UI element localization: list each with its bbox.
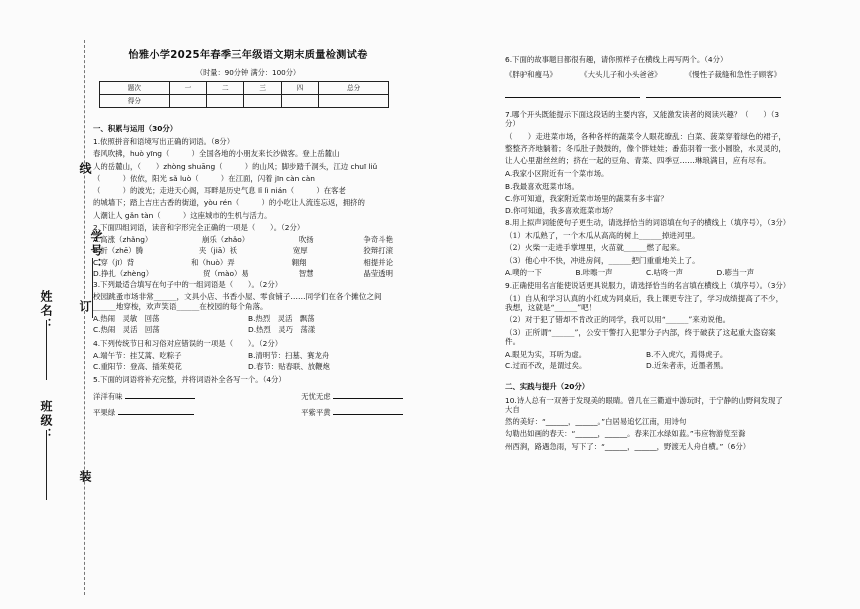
left-column — [93, 50, 403, 417]
question-stem: 5.下面的词语将补充完整，并将词语补全各写一个。（4分） — [93, 375, 286, 385]
score-cell: 得分 — [100, 94, 170, 107]
option-c[interactable]: C.热闹 灵活 回荡 — [93, 325, 160, 335]
exam-subtitle: （时量：90分钟 满分：100分） — [195, 67, 301, 77]
score-input-cell[interactable] — [319, 94, 389, 107]
example-titles — [505, 70, 787, 79]
idiom-item: 平紫平黄 — [301, 407, 331, 417]
question-line: 人的岳麓山，（ ）zhòng shuāng（ ）的山风；脚步踏千洞头，江边 chuī liǔ — [93, 161, 378, 171]
option-b[interactable]: B.咔嚓一声 — [575, 268, 613, 277]
fill-row — [93, 407, 403, 417]
option-word: 崩乐（zhǎo） — [202, 235, 250, 244]
score-table-row — [100, 94, 389, 107]
score-table — [99, 81, 389, 108]
score-cell: 四 — [281, 81, 318, 94]
question-passage: 校园跳蚤市场非常______，文具小店、书香小屋、零食铺子……同学们在各个摊位之间______地穿梭，欢声笑语______在校园的每个角落。 — [93, 292, 382, 311]
name-label: 姓名： — [39, 290, 53, 332]
question-stem: 7.哪个开头既能提示下面这段话的主要内容，又能激发读者的阅读兴趣？（ ）（3分） — [505, 109, 780, 128]
option-d[interactable]: D.你可知道，我多喜欢逛菜市场？ — [505, 206, 617, 216]
option-row — [93, 269, 403, 278]
answer-blank[interactable] — [333, 391, 403, 399]
option-d[interactable]: D.近朱者赤，近墨者黑。 — [646, 361, 728, 371]
score-cell: 一 — [169, 81, 206, 94]
option-a[interactable]: A.我家小区附近有一个菜市场。 — [505, 169, 609, 179]
score-input-cell[interactable] — [244, 94, 281, 107]
class-label: 班级： — [39, 400, 53, 442]
fill-row — [93, 391, 403, 401]
option-d[interactable]: D.挣扎（zhèng） — [93, 268, 154, 278]
question-stem: 2.下面四组词语，读音和字形完全正确的一项是（ ）。（2分） — [93, 222, 305, 232]
answer-blank[interactable] — [505, 90, 640, 98]
question-stem: 8.用上拟声词能使句子更生动，请选择恰当的词语填在句子的横线上（填序号），（3分） — [505, 218, 791, 228]
question-stem: 1.依照拼音和语境写出正确的词语。（8分） — [93, 137, 235, 146]
question-stem: 9.正确使用名言能使说话更具说服力，请选择恰当的名言填在横线上（填序号）。（3分） — [505, 281, 791, 291]
option-a[interactable]: A.高涨（zhǎng） — [93, 235, 153, 244]
option-a[interactable]: A.眼见为实，耳听为虚。 — [505, 349, 587, 359]
example-title: 《慢性子裁缝和急性子顾客》 — [684, 70, 781, 80]
binding-mark-3: 装 — [78, 470, 92, 484]
answer-blank[interactable] — [333, 407, 403, 415]
option-c[interactable]: C.重阳节：登高、插茱萸花 — [93, 362, 182, 372]
question-line: （ ）依依，阳光 sǎ luò（ ）在江面，闪着 jīn càn càn — [93, 173, 315, 183]
option-row — [93, 235, 403, 244]
option-c[interactable]: C.你可知道，我家附近菜市场里的蔬菜有多丰富？ — [505, 193, 668, 203]
option-word: 智慧 — [298, 268, 314, 278]
answer-blank[interactable] — [125, 391, 195, 399]
answer-blank[interactable] — [646, 90, 781, 98]
option-group — [93, 314, 403, 337]
option-word: 和（huò）弄 — [191, 257, 235, 267]
right-column — [505, 55, 791, 454]
question-line: 州西涧，路遇急雨，写下了：“______，______，野渡无人舟自横。”（6分） — [505, 441, 751, 451]
answer-blank[interactable] — [118, 407, 194, 415]
question-line: 人潮让人 gǎn tàn（ ）这座城市的生机与活力。 — [93, 210, 272, 220]
option-word: 夹（jiā）袄 — [198, 246, 238, 256]
option-word: 吹扬 — [298, 235, 314, 244]
score-input-cell[interactable] — [207, 94, 244, 107]
option-b[interactable]: B.折（zhē）腾 — [93, 246, 144, 256]
question-stem: 6.下面的故事题目都很有趣，请你照样子在横线上再写两个。（4分） — [505, 55, 728, 64]
option-d[interactable]: D.春节：贴春联、放鞭炮 — [248, 362, 330, 372]
question-line: 春风吹拂，huò yīng（ ）全国各地的小朋友来长沙做客。登上岳麓山 — [93, 149, 340, 159]
option-b[interactable]: B.不入虎穴，焉得虎子。 — [646, 349, 728, 359]
option-a[interactable]: A.噗的一下 — [505, 268, 542, 277]
section-heading: 一、积累与运用（30分） — [93, 123, 178, 133]
name-blank-line[interactable] — [46, 320, 47, 380]
score-input-cell[interactable] — [281, 94, 318, 107]
question-line: 10.诗人总有一双善于发现美的眼睛。曾几在三衢道中游玩时，于宁静的山野间发现了大自 — [505, 395, 783, 414]
id-label: 学号： — [89, 230, 103, 272]
question-line: （1）木瓜熟了，一个木瓜从高高的树上______掉进河里。 — [505, 230, 700, 240]
option-row — [93, 258, 403, 267]
question-stem: 3.下列最适合填写在句子中的一组词语是（ ）。（2分） — [93, 280, 283, 289]
score-cell: 总分 — [319, 81, 389, 94]
option-word: 宽厚 — [292, 246, 308, 256]
question-line: （3）正所谓“______”，公安干警打入犯罪分子内部，终于破获了这起重大盗窃案件。 — [505, 327, 776, 347]
score-table-header-row — [100, 81, 389, 94]
binding-mark-1: 线 — [78, 162, 92, 176]
option-a[interactable]: A.热闹 灵敏 回荡 — [93, 314, 160, 324]
question-stem: 4.下列传统节日和习俗对应错误的一项是（ ）。（2分） — [93, 338, 283, 348]
option-word: 相提并论 — [363, 257, 393, 267]
score-cell: 二 — [207, 81, 244, 94]
question-line: （3）他心中不快，冲进房间，______把门重重地关上了。 — [505, 255, 700, 265]
option-a[interactable]: A.端午节：挂艾蒿、吃粽子 — [93, 350, 182, 360]
option-group — [93, 351, 403, 374]
option-c[interactable]: C.咕咚一声 — [646, 268, 684, 277]
option-word: 晶莹透明 — [363, 268, 393, 278]
exam-title: 怡雅小学2025年春季三年级语文期末质量检测试卷 — [128, 50, 368, 61]
question-line: （ ）的波光；走进天心阁，耳畔是历史气息 lǐ lì nián（ ）在客老 — [93, 186, 346, 195]
question-line: （2）火柴一走进手掌埋里，火苗就______燃了起来。 — [505, 243, 685, 253]
example-title: 《胖驴和瘦马》 — [505, 70, 557, 80]
option-group — [505, 350, 787, 373]
option-b[interactable]: B.我最喜欢逛菜市场。 — [505, 181, 579, 191]
question-passage: （ ）走进菜市场，各种各样的蔬菜令人眼花缭乱：白菜、菠菜穿着绿色的裙子，整整齐齐地躺着；冬瓜肚子鼓鼓的，像个胖娃娃；番茄羽着一张小圆脸，水灵灵的，让人心里甜丝丝的；挤在一起的豆角、青菜、四季豆……琳琅满目，应有尽有。 — [505, 132, 786, 165]
section-heading: 二、实践与提升（20分） — [505, 382, 590, 392]
question-line: 勾勒出如画的春天：“______，______。春来江水绿如蓝。”韦应物游览至滁 — [505, 429, 746, 439]
idiom-item: 无忧无虑 — [301, 391, 331, 401]
option-d[interactable]: D.嘭当一声 — [716, 268, 755, 277]
question-line: 然的美好：“______，______。”白居易追忆江南，用诗句 — [505, 417, 687, 427]
option-word: 贸（mào）易 — [202, 268, 249, 278]
question-line: （2）对于犯了错却不肯改正的同学，我可以用“______”来劝说他。 — [505, 315, 731, 325]
option-word: 争奇斗艳 — [363, 235, 393, 244]
option-group — [505, 268, 787, 279]
example-title: 《大头儿子和小头爸爸》 — [580, 70, 662, 80]
class-blank-line[interactable] — [46, 430, 47, 500]
question-line: 的城墙下；踏上吉庄古香的街道，yòu rén（ ）的小吃让人流连忘返，拥挤的 — [93, 198, 365, 208]
idiom-item: 洋洋有味 — [93, 391, 123, 401]
option-row — [93, 246, 403, 255]
option-c[interactable]: C.穿（jī）背 — [93, 257, 135, 267]
option-b[interactable]: B.热烈 灵活 飘荡 — [248, 314, 315, 324]
option-word: 翱翔 — [291, 257, 307, 267]
score-cell: 题次 — [100, 81, 170, 94]
option-c[interactable]: C.过而不改，是谓过矣。 — [505, 361, 587, 371]
binding-dashed-line — [84, 40, 85, 595]
binding-mark-2: 订 — [78, 300, 92, 314]
score-cell: 三 — [244, 81, 281, 94]
answer-lines — [505, 90, 787, 98]
idiom-item: 平果绿 — [93, 407, 116, 417]
score-input-cell[interactable] — [169, 94, 206, 107]
option-b[interactable]: B.清明节：扫墓、赛龙舟 — [248, 350, 330, 360]
option-d[interactable]: D.热烈 灵巧 荡漾 — [248, 325, 316, 335]
question-line: （1）自从和学习认真的小红成为同桌后，我上课更专注了，学习成绩提高了不少，我想，这就是“______”吧！ — [505, 293, 784, 312]
option-word: 狡辩打滚 — [363, 246, 393, 256]
